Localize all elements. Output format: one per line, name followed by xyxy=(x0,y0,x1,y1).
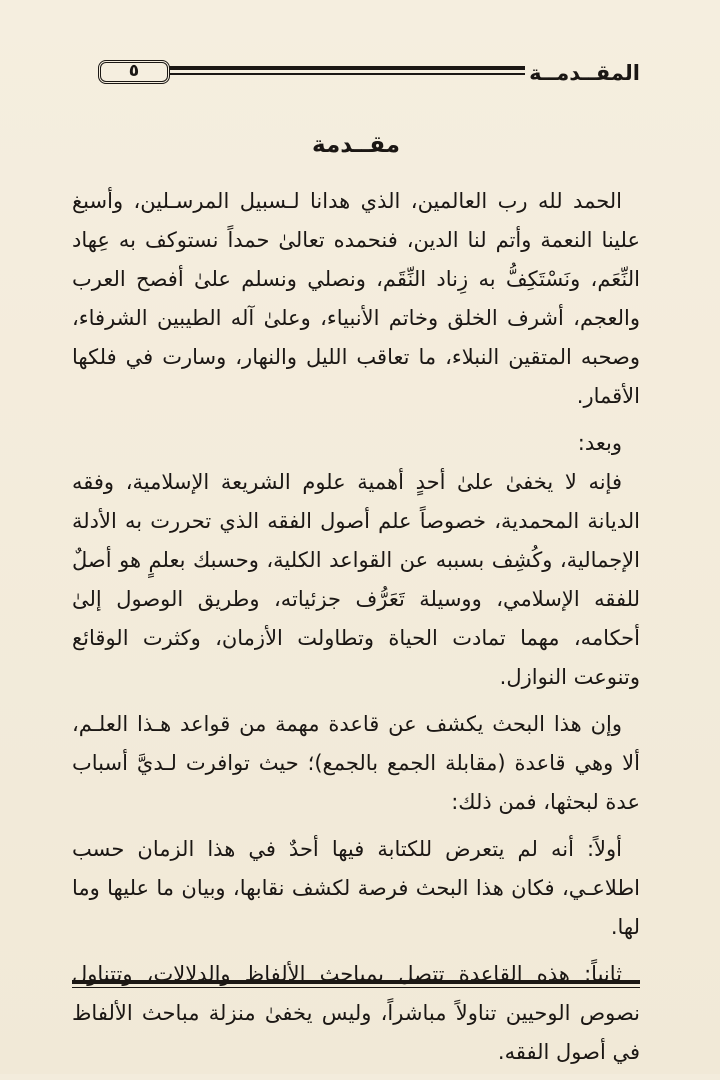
page-body xyxy=(72,120,640,1080)
footer-rule xyxy=(72,980,640,988)
section-title: مقــدمة xyxy=(312,132,400,158)
header-rule xyxy=(146,66,525,75)
paragraph-importance: فإنه لا يخفىٰ علىٰ أحدٍ أهمية علوم الشريعة الإسلامية، وفقه الديانة المحمدية، خصوصاً علم أصول الفقه الذي تحررت به الأدلة الإجمالية، وكُشِف بسببه عن القواعد الكلية، وحسبك بعلمٍ هو أصلٌ للفقه الإسلامي، ووسيلة تَعَرُّف جزئياته، وطريق الوصول إلىٰ أحكامه، مهما تمادت الحياة وتطاولت الأزمان، وكثرت الوقائع وتنوعت النوازل. xyxy=(72,470,640,689)
page-number: ٥ xyxy=(98,60,170,84)
paragraph-opening: الحمد لله رب العالمين، الذي هدانا لـسبيل المرسـلين، وأسبغ علينا النعمة وأتم لنا الدين، فنحمده تعالىٰ حمداً نستوكف به عِهاد النِّعَم، ونَسْتَكِفُّ به زِناد النِّقَم، ونصلي ونسلم علىٰ أفصح العرب والعجم، أشرف الخلق وخاتم الأنبياء، وعلىٰ آله الطيبين الشرفاء، وصحبه المتقين النبلاء، ما تعاقب الليل والنهار، وسارت في فلكها الأقمار. xyxy=(72,189,640,408)
running-title: المقــدمــة xyxy=(529,61,640,85)
paragraph-research-intro: وإن هذا البحث يكشف عن قاعدة مهمة من قواعد هـذا العلـم، ألا وهي قاعدة (مقابلة الجمع بالجمع)؛ حيث توافرت لـديَّ أسباب عدة لبحثها، فمن ذلك: xyxy=(72,712,640,814)
page-header xyxy=(72,56,640,90)
paragraph-reason-one: أولاً: أنه لم يتعرض للكتابة فيها أحدٌ في هذا الزمان حسب اطلاعـي، فكان هذا البحث فرصة لكشف نقابها، وبيان ما عليها وما لها. xyxy=(72,837,640,939)
paragraph-reason-two: ثانياً: هذه القاعدة تتصل بمباحث الألفاظ والدلالات، وتتناول نصوص الوحيين تناولاً مباشراً، وليس يخفىٰ منزلة مباحث الألفاظ في أصول الفقه. xyxy=(72,962,640,1064)
paragraph-transition: وبعد: xyxy=(577,431,622,455)
